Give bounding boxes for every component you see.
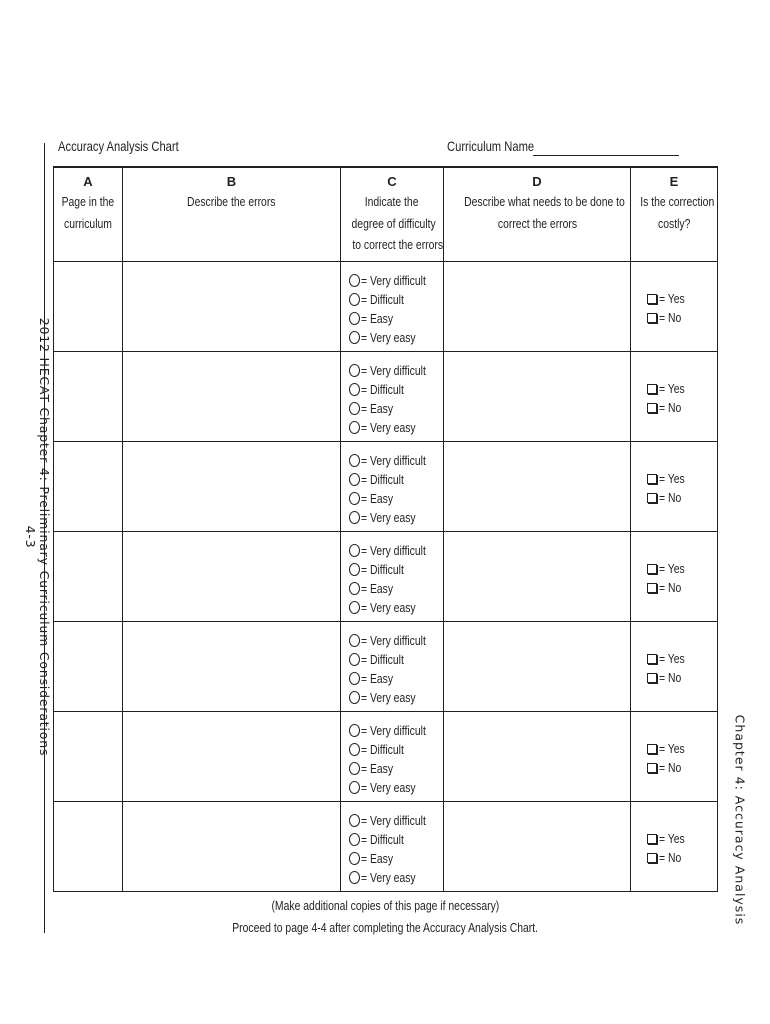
radio-circle-icon[interactable]: [349, 833, 360, 846]
difficulty-option[interactable]: [349, 290, 443, 309]
difficulty-option[interactable]: [349, 669, 443, 688]
radio-circle-icon[interactable]: [349, 312, 360, 325]
radio-circle-icon[interactable]: [349, 724, 360, 737]
difficulty-option[interactable]: [349, 740, 443, 759]
cost-option-yes[interactable]: [647, 829, 717, 848]
cost-option-label: = No: [659, 580, 682, 595]
difficulty-option-label: = Very difficult: [361, 363, 426, 378]
difficulty-option-label: = Very difficult: [361, 453, 426, 468]
errors-cell[interactable]: [123, 802, 341, 892]
difficulty-option-label: = Difficult: [361, 472, 404, 487]
cost-option-yes[interactable]: [647, 559, 717, 578]
table-row: [54, 442, 718, 532]
difficulty-option-label: = Easy: [361, 491, 394, 506]
cost-cell[interactable]: [631, 262, 718, 352]
difficulty-option-label: = Very difficult: [361, 723, 426, 738]
difficulty-option[interactable]: [349, 380, 443, 399]
cost-option-label: = Yes: [659, 381, 685, 396]
page-cell[interactable]: [54, 352, 123, 442]
page-cell[interactable]: [54, 532, 123, 622]
radio-circle-icon[interactable]: [349, 743, 360, 756]
difficulty-option-label: = Difficult: [361, 292, 404, 307]
difficulty-option-label: = Very easy: [361, 870, 416, 885]
difficulty-option[interactable]: [349, 271, 443, 290]
correction-cell[interactable]: [444, 532, 631, 622]
cost-cell[interactable]: [631, 442, 718, 532]
difficulty-option[interactable]: [349, 508, 443, 527]
difficulty-option-label: = Easy: [361, 581, 394, 596]
cost-option-label: = Yes: [659, 561, 685, 576]
radio-circle-icon[interactable]: [349, 582, 360, 595]
curriculum-name-field[interactable]: [533, 155, 679, 156]
table-row: [54, 712, 718, 802]
accuracy-analysis-table: [53, 166, 718, 892]
radio-circle-icon[interactable]: [349, 762, 360, 775]
table-header-row: [54, 167, 718, 262]
checkbox-icon[interactable]: [647, 313, 657, 323]
radio-circle-icon[interactable]: [349, 634, 360, 647]
checkbox-icon[interactable]: [647, 493, 657, 503]
cost-cell[interactable]: [631, 352, 718, 442]
cost-option-label: = No: [659, 760, 682, 775]
page-number: 4-3: [23, 525, 38, 549]
difficulty-option-label: = Very easy: [361, 600, 416, 615]
footer-title: 2012 HECAT Chapter 4: Preliminary Curriculum Considerations: [37, 317, 52, 757]
difficulty-option[interactable]: [349, 560, 443, 579]
difficulty-option-label: = Very difficult: [361, 543, 426, 558]
radio-circle-icon[interactable]: [349, 563, 360, 576]
errors-cell[interactable]: [123, 622, 341, 712]
checkbox-icon[interactable]: [647, 384, 657, 394]
difficulty-option-label: = Easy: [361, 401, 394, 416]
difficulty-option-label: = Very easy: [361, 330, 416, 345]
radio-circle-icon[interactable]: [349, 781, 360, 794]
difficulty-option[interactable]: [349, 868, 443, 887]
radio-circle-icon[interactable]: [349, 871, 360, 884]
copies-note: (Make additional copies of this page if necessary): [271, 898, 499, 913]
cost-option-yes[interactable]: [647, 739, 717, 758]
cost-option-no[interactable]: [647, 848, 717, 867]
cost-option-label: = Yes: [659, 471, 685, 486]
checkbox-icon[interactable]: [647, 654, 657, 664]
table-row: [54, 532, 718, 622]
proceed-note: Proceed to page 4-4 after completing the Accuracy Analysis Chart.: [232, 920, 538, 935]
difficulty-option[interactable]: [349, 811, 443, 830]
cost-option-label: = No: [659, 850, 682, 865]
difficulty-option[interactable]: [349, 470, 443, 489]
difficulty-option[interactable]: [349, 849, 443, 868]
difficulty-option[interactable]: [349, 688, 443, 707]
cost-cell[interactable]: [631, 802, 718, 892]
column-header-a: A Page in the curriculum: [54, 167, 123, 262]
difficulty-option[interactable]: [349, 721, 443, 740]
table-row: [54, 622, 718, 712]
difficulty-option[interactable]: [349, 650, 443, 669]
cost-option-label: = Yes: [659, 831, 685, 846]
difficulty-option[interactable]: [349, 598, 443, 617]
cost-option-yes[interactable]: [647, 289, 717, 308]
chart-title: Accuracy Analysis Chart: [58, 138, 179, 154]
errors-cell[interactable]: [123, 262, 341, 352]
difficulty-option-label: = Easy: [361, 761, 394, 776]
difficulty-cell[interactable]: [341, 622, 444, 712]
difficulty-option-label: = Very difficult: [361, 813, 426, 828]
difficulty-cell[interactable]: [341, 532, 444, 622]
table-row: [54, 802, 718, 892]
difficulty-option[interactable]: [349, 489, 443, 508]
checkbox-icon[interactable]: [647, 673, 657, 683]
correction-cell[interactable]: [444, 622, 631, 712]
errors-cell[interactable]: [123, 532, 341, 622]
difficulty-option-label: = Very easy: [361, 690, 416, 705]
difficulty-cell[interactable]: [341, 352, 444, 442]
radio-circle-icon[interactable]: [349, 511, 360, 524]
difficulty-option-label: = Easy: [361, 851, 394, 866]
correction-cell[interactable]: [444, 442, 631, 532]
checkbox-icon[interactable]: [647, 744, 657, 754]
column-header-e: E Is the correction costly?: [631, 167, 718, 262]
checkbox-icon[interactable]: [647, 564, 657, 574]
radio-circle-icon[interactable]: [349, 691, 360, 704]
cost-option-label: = Yes: [659, 741, 685, 756]
page-cell[interactable]: [54, 622, 123, 712]
cost-cell[interactable]: [631, 622, 718, 712]
difficulty-option[interactable]: [349, 399, 443, 418]
difficulty-option-label: = Difficult: [361, 652, 404, 667]
cost-option-label: = No: [659, 400, 682, 415]
cost-option-no[interactable]: [647, 758, 717, 777]
checkbox-icon[interactable]: [647, 834, 657, 844]
column-header-b: B Describe the errors: [123, 167, 341, 262]
difficulty-option-label: = Easy: [361, 311, 394, 326]
cost-option-yes[interactable]: [647, 649, 717, 668]
difficulty-option[interactable]: [349, 631, 443, 650]
difficulty-option[interactable]: [349, 541, 443, 560]
difficulty-option-label: = Difficult: [361, 562, 404, 577]
radio-circle-icon[interactable]: [349, 601, 360, 614]
difficulty-cell[interactable]: [341, 712, 444, 802]
difficulty-option-label: = Very easy: [361, 420, 416, 435]
difficulty-option-label: = Easy: [361, 671, 394, 686]
checkbox-icon[interactable]: [647, 294, 657, 304]
checkbox-icon[interactable]: [647, 403, 657, 413]
cost-option-no[interactable]: [647, 398, 717, 417]
radio-circle-icon[interactable]: [349, 672, 360, 685]
radio-circle-icon[interactable]: [349, 473, 360, 486]
radio-circle-icon[interactable]: [349, 454, 360, 467]
difficulty-option[interactable]: [349, 759, 443, 778]
difficulty-option[interactable]: [349, 418, 443, 437]
radio-circle-icon[interactable]: [349, 653, 360, 666]
difficulty-option[interactable]: [349, 361, 443, 380]
column-header-c: C Indicate the degree of difficulty to correct the errors: [341, 167, 444, 262]
difficulty-option-label: = Very difficult: [361, 633, 426, 648]
page-cell[interactable]: [54, 712, 123, 802]
radio-circle-icon[interactable]: [349, 274, 360, 287]
correction-cell[interactable]: [444, 262, 631, 352]
checkbox-icon[interactable]: [647, 763, 657, 773]
errors-cell[interactable]: [123, 352, 341, 442]
radio-circle-icon[interactable]: [349, 331, 360, 344]
difficulty-option[interactable]: [349, 328, 443, 347]
radio-circle-icon[interactable]: [349, 383, 360, 396]
page-cell[interactable]: [54, 802, 123, 892]
cost-option-no[interactable]: [647, 668, 717, 687]
difficulty-option-label: = Very easy: [361, 780, 416, 795]
radio-circle-icon[interactable]: [349, 544, 360, 557]
radio-circle-icon[interactable]: [349, 852, 360, 865]
table-row: [54, 262, 718, 352]
table-row: [54, 352, 718, 442]
errors-cell[interactable]: [123, 712, 341, 802]
correction-cell[interactable]: [444, 712, 631, 802]
difficulty-cell[interactable]: [341, 262, 444, 352]
cost-cell[interactable]: [631, 532, 718, 622]
column-header-d: D Describe what needs to be done to correct the errors: [444, 167, 631, 262]
checkbox-icon[interactable]: [647, 583, 657, 593]
curriculum-name-label: Curriculum Name: [447, 138, 535, 154]
difficulty-option[interactable]: [349, 309, 443, 328]
correction-cell[interactable]: [444, 352, 631, 442]
difficulty-cell[interactable]: [341, 442, 444, 532]
difficulty-option[interactable]: [349, 451, 443, 470]
difficulty-option-label: = Difficult: [361, 382, 404, 397]
page-cell[interactable]: [54, 442, 123, 532]
correction-cell[interactable]: [444, 802, 631, 892]
difficulty-option-label: = Difficult: [361, 832, 404, 847]
page-cell[interactable]: [54, 262, 123, 352]
errors-cell[interactable]: [123, 442, 341, 532]
cost-option-label: = No: [659, 310, 682, 325]
radio-circle-icon[interactable]: [349, 293, 360, 306]
chapter-tab: Chapter 4: Accuracy Analysis: [732, 714, 748, 926]
checkbox-icon[interactable]: [647, 474, 657, 484]
radio-circle-icon[interactable]: [349, 364, 360, 377]
radio-circle-icon[interactable]: [349, 492, 360, 505]
cost-option-label: = Yes: [659, 651, 685, 666]
difficulty-option[interactable]: [349, 778, 443, 797]
difficulty-option-label: = Very easy: [361, 510, 416, 525]
radio-circle-icon[interactable]: [349, 402, 360, 415]
difficulty-cell[interactable]: [341, 802, 444, 892]
difficulty-option-label: = Very difficult: [361, 273, 426, 288]
cost-option-no[interactable]: [647, 578, 717, 597]
cost-option-label: = Yes: [659, 291, 685, 306]
cost-option-no[interactable]: [647, 488, 717, 507]
cost-option-no[interactable]: [647, 308, 717, 327]
checkbox-icon[interactable]: [647, 853, 657, 863]
difficulty-option[interactable]: [349, 579, 443, 598]
cost-option-label: = No: [659, 490, 682, 505]
cost-option-yes[interactable]: [647, 469, 717, 488]
difficulty-option[interactable]: [349, 830, 443, 849]
running-footer: [23, 318, 51, 757]
radio-circle-icon[interactable]: [349, 814, 360, 827]
difficulty-option-label: = Difficult: [361, 742, 404, 757]
radio-circle-icon[interactable]: [349, 421, 360, 434]
cost-option-yes[interactable]: [647, 379, 717, 398]
cost-option-label: = No: [659, 670, 682, 685]
cost-cell[interactable]: [631, 712, 718, 802]
